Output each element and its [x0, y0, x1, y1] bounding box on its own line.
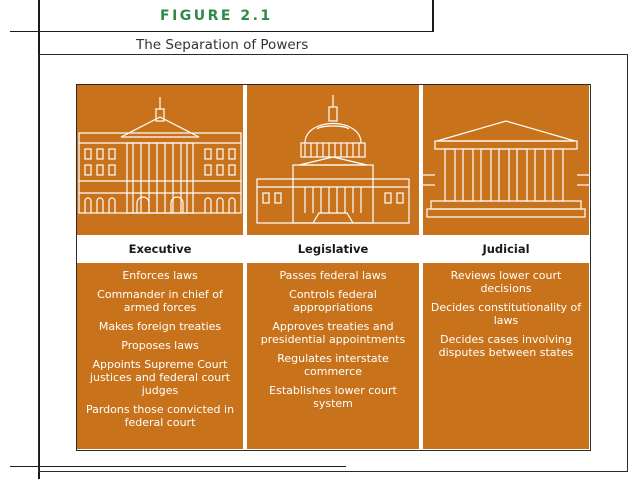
judicial-image — [423, 85, 589, 235]
power-item: Approves treaties and presidential appointments — [260, 320, 406, 346]
branch-heading-executive: Executive — [77, 236, 243, 262]
branches-panel — [76, 84, 591, 451]
branch-heading-judicial: Judicial — [423, 236, 589, 262]
legislative-image — [247, 85, 419, 235]
top-right-rule — [432, 0, 434, 32]
white-house-icon — [77, 85, 243, 235]
power-item: Establishes lower court system — [269, 384, 397, 410]
branch-powers-executive — [77, 263, 243, 449]
power-item: Decides cases involving disputes between states — [438, 333, 574, 359]
capitol-icon — [247, 85, 419, 235]
power-item: Appoints Supreme Court justices and federal court judges — [89, 358, 231, 397]
branch-column-legislative — [247, 85, 419, 449]
branch-heading-legislative: Legislative — [247, 236, 419, 262]
power-item: Enforces laws — [122, 269, 198, 282]
executive-image — [77, 85, 243, 235]
branch-column-judicial — [423, 85, 589, 449]
power-item: Pardons those convicted in federal court — [85, 403, 235, 429]
title-underline — [10, 31, 434, 32]
power-item: Regulates interstate commerce — [277, 352, 389, 378]
branch-column-executive — [77, 85, 243, 449]
power-item: Decides constitutionality of laws — [430, 301, 582, 327]
top-left-rule — [38, 0, 40, 32]
figure-label: FIGURE 2.1 — [160, 8, 273, 24]
branch-powers-judicial — [423, 263, 589, 449]
power-item: Makes foreign treaties — [98, 320, 222, 333]
power-item: Proposes laws — [121, 339, 199, 352]
power-item: Commander in chief of armed forces — [97, 288, 223, 314]
branch-powers-legislative — [247, 263, 419, 449]
supreme-court-icon — [423, 85, 589, 235]
power-item: Controls federal appropriations — [289, 288, 377, 314]
figure-title: The Separation of Powers — [136, 37, 309, 53]
power-item: Passes federal laws — [279, 269, 387, 282]
power-item: Reviews lower court decisions — [450, 269, 562, 295]
